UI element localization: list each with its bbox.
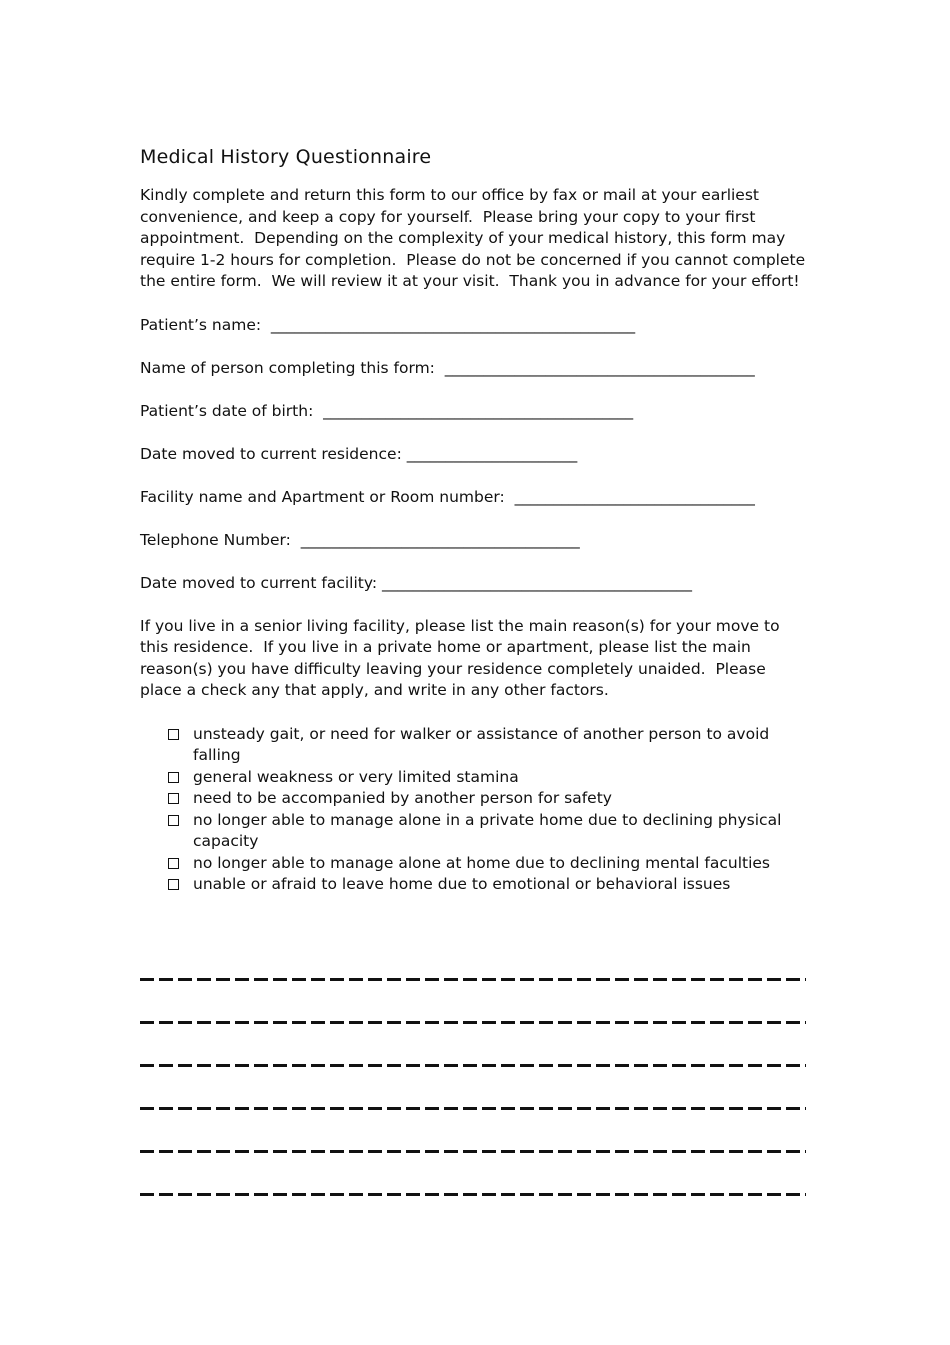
checklist-item [168, 853, 810, 875]
checkbox[interactable] [168, 858, 179, 869]
checklist-item [168, 874, 810, 896]
date-of-birth-field[interactable]: Patient’s date of birth: ________________________________________ [140, 401, 634, 420]
checklist-item-label: unable or afraid to leave home due to emotional or behavioral issues [193, 875, 731, 893]
facility-room-field[interactable]: Facility name and Apartment or Room number: _______________________________ [140, 487, 755, 506]
checkbox[interactable] [168, 793, 179, 804]
write-in-line[interactable] [140, 1089, 810, 1132]
dashed-rule [140, 1150, 806, 1153]
dashed-rule [140, 1064, 806, 1067]
telephone-field[interactable]: Telephone Number: ____________________________________ [140, 530, 580, 549]
checklist-item-label: no longer able to manage alone in a private home due to declining physical capacity [193, 810, 782, 850]
dashed-rule [140, 1107, 806, 1110]
write-in-line[interactable] [140, 960, 810, 1003]
completer-name-field[interactable]: Name of person completing this form: ________________________________________ [140, 358, 755, 377]
write-in-line[interactable] [140, 1132, 810, 1175]
page-title: Medical History Questionnaire [140, 146, 432, 168]
write-in-lines [140, 960, 810, 1218]
dashed-rule [140, 1021, 806, 1024]
questionnaire-page [140, 140, 810, 1218]
dashed-rule [140, 1193, 806, 1196]
date-moved-facility-field[interactable]: Date moved to current facility: ________________________________________ [140, 573, 693, 592]
checkbox[interactable] [168, 729, 179, 740]
checklist-item-label: general weakness or very limited stamina [193, 767, 519, 786]
write-in-line[interactable] [140, 1003, 810, 1046]
reason-prompt: If you live in a senior living facility, please list the main reason(s) for your move to this residence. If you live in a private home or apartment, please list the main reason(s) you have difficulty leaving your residence completely unaided. Please place a check any that apply, and write in any other factors. [140, 616, 785, 699]
checkbox[interactable] [168, 815, 179, 826]
date-moved-residence-field[interactable]: Date moved to current residence: ______________________ [140, 444, 578, 463]
dashed-rule [140, 978, 806, 981]
checklist-item-label: unsteady gait, or need for walker or assistance of another person to avoid falling [193, 724, 770, 764]
patient-name-field[interactable]: Patient’s name: _______________________________________________ [140, 315, 636, 334]
checklist-item-label: need to be accompanied by another person for safety [193, 789, 612, 807]
form-fields [140, 315, 810, 595]
checklist-item-label: no longer able to manage alone at home due to declining mental faculties [193, 853, 770, 872]
checklist-item [168, 810, 810, 853]
checklist-item [168, 788, 810, 810]
checklist-item [168, 767, 810, 789]
write-in-line[interactable] [140, 1175, 810, 1218]
checkbox[interactable] [168, 879, 179, 890]
checkbox[interactable] [168, 772, 179, 783]
write-in-line[interactable] [140, 1046, 810, 1089]
intro-paragraph: Kindly complete and return this form to our office by fax or mail at your earliest convenience, and keep a copy for yourself. Please bring your copy to your first appointment. Depending on the complexity of your medical history, this form may require 1-2 hours for completion. Please do not be concerned if you cannot complete the entire form. We will review it at your visit. Thank you in advance for your effort! [140, 186, 811, 290]
reason-checklist [140, 724, 810, 896]
checklist-item [168, 724, 810, 767]
